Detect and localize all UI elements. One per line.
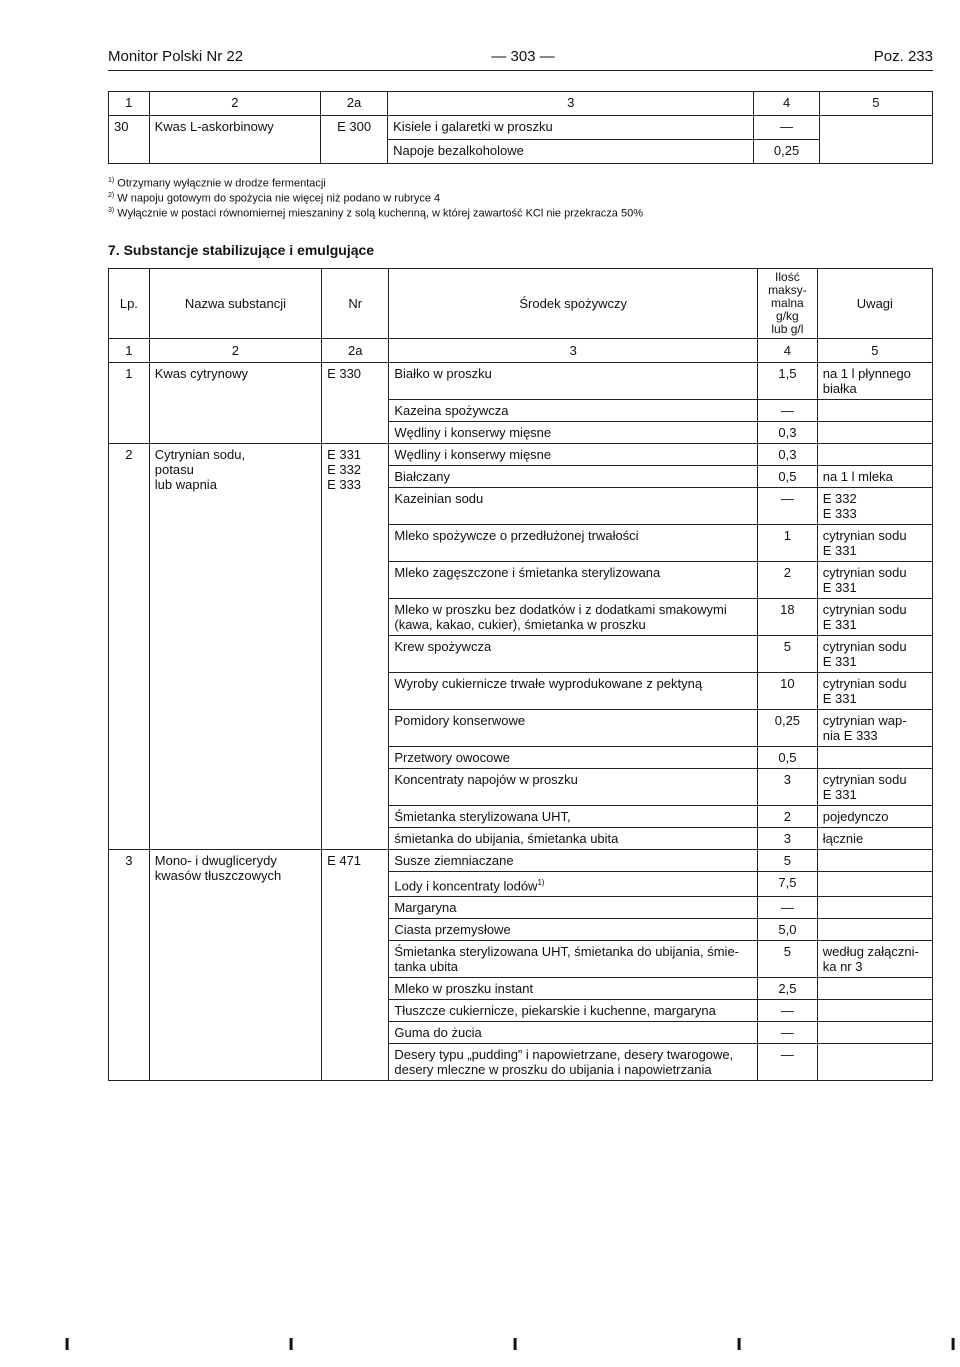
index-cell: 4 (758, 339, 818, 363)
food-cell: Przetwory owocowe (389, 747, 758, 769)
header-row (109, 269, 933, 339)
food-cell: Mleko w proszku bez dodatków i z dodatkami smakowymi (kawa, kakao, cukier), śmietanka w proszku (389, 599, 758, 636)
food-cell: Mleko w proszku instant (389, 978, 758, 1000)
note-cell (817, 1022, 932, 1044)
amount-cell: — (758, 1044, 818, 1081)
note-cell: cytrynian sodu E 331 (817, 562, 932, 599)
food-cell: Białko w proszku (389, 363, 758, 400)
index-cell: 5 (819, 92, 932, 116)
nr-cell: E 300 (321, 116, 388, 164)
food-cell: Kazeina spożywcza (389, 400, 758, 422)
note-cell: cytrynian sodu E 331 (817, 525, 932, 562)
note-cell: łącznie (817, 828, 932, 850)
header-note: Uwagi (817, 269, 932, 339)
note-cell (817, 422, 932, 444)
amount-cell: 0,25 (758, 710, 818, 747)
index-cell: 2 (149, 92, 321, 116)
header-name: Nazwa substancji (149, 269, 321, 339)
nr-cell: E 331 E 332 E 333 (322, 444, 389, 850)
food-cell: śmietanka do ubijania, śmietanka ubita (389, 828, 758, 850)
scan-mark: ı (288, 1330, 295, 1355)
substance-name-cell: Cytrynian sodu, potasu lub wapnia (149, 444, 321, 850)
amount-cell: 0,3 (758, 422, 818, 444)
note-cell (819, 116, 932, 164)
note-cell: cytrynian sodu E 331 (817, 636, 932, 673)
index-cell: 4 (754, 92, 819, 116)
note-cell: na 1 l płynnego białka (817, 363, 932, 400)
note-cell (817, 747, 932, 769)
section-title: 7. Substancje stabilizujące i emulgujące (108, 242, 375, 258)
amount-cell: 10 (758, 673, 818, 710)
note-cell (817, 919, 932, 941)
note-cell (817, 1000, 932, 1022)
food-cell: Mleko spożywcze o przedłużonej trwałości (389, 525, 758, 562)
amount-cell: 1 (758, 525, 818, 562)
note-cell: cytrynian sodu E 331 (817, 769, 932, 806)
index-cell: 1 (109, 339, 150, 363)
amount-cell: 3 (758, 769, 818, 806)
amount-cell: 7,5 (758, 872, 818, 897)
food-cell: Napoje bezalkoholowe (388, 140, 754, 164)
table-row (109, 850, 933, 872)
journal-title: Monitor Polski Nr 22 (108, 48, 244, 65)
amount-cell: — (754, 116, 819, 140)
food-cell: Desery typu „pudding” i napowietrzane, desery twarogowe, desery mleczne w proszku do ubijania i napowietrzania (389, 1044, 758, 1081)
amount-cell: 0,5 (758, 747, 818, 769)
footnotes (108, 175, 643, 220)
amount-cell: 3 (758, 828, 818, 850)
lp-cell: 2 (109, 444, 150, 850)
footnote: $^{2)}$ W napoju gotowym do spożycia nie więcej niż podano w rubryce 4 (108, 192, 441, 205)
amount-cell: 2,5 (758, 978, 818, 1000)
index-cell: 3 (388, 92, 754, 116)
food-cell: Mleko zagęszczone i śmietanka sterylizowana (389, 562, 758, 599)
header-food: Środek spożywczy (389, 269, 758, 339)
note-cell (817, 978, 932, 1000)
footnote: $^{3)}$ Wyłącznie w postaci równomiernej mieszaniny z solą kuchenną, w której zawartość KCl nie przekracza 50% (108, 207, 643, 220)
food-cell: Koncentraty napojów w proszku (389, 769, 758, 806)
food-cell: Pomidory konserwowe (389, 710, 758, 747)
note-cell: na 1 l mleka (817, 466, 932, 488)
page-header (108, 46, 933, 71)
scan-mark: ı (736, 1330, 743, 1355)
note-cell: cytrynian sodu E 331 (817, 673, 932, 710)
note-cell (817, 872, 932, 897)
lp-cell: 30 (109, 116, 150, 164)
table-row (109, 363, 933, 400)
index-row (109, 339, 933, 363)
amount-cell: 5 (758, 941, 818, 978)
note-cell (817, 850, 932, 872)
nr-cell: E 471 (322, 850, 389, 1081)
footnote: $^{1)}$ Otrzymany wyłącznie w drodze fermentacji (108, 177, 326, 190)
substance-name-cell: Kwas cytrynowy (149, 363, 321, 444)
food-cell: Ciasta przemysłowe (389, 919, 758, 941)
note-cell (817, 1044, 932, 1081)
substance-name-cell: Mono- i dwuglicerydy kwasów tłuszczowych (149, 850, 321, 1081)
page-number: — 303 — (491, 48, 555, 65)
note-cell: według załączni- ka nr 3 (817, 941, 932, 978)
amount-cell: — (758, 1022, 818, 1044)
name-cell: Kwas L-askorbinowy (149, 116, 321, 164)
amount-cell: — (758, 1000, 818, 1022)
amount-cell: 0,5 (758, 466, 818, 488)
food-cell: Śmietanka sterylizowana UHT, śmietanka do ubijania, śmie-tanka ubita (389, 941, 758, 978)
amount-cell: 5 (758, 850, 818, 872)
index-row (109, 92, 933, 116)
amount-cell: — (758, 400, 818, 422)
lp-cell: 1 (109, 363, 150, 444)
food-cell: Białczany (389, 466, 758, 488)
amount-cell: 2 (758, 806, 818, 828)
amount-cell: 0,25 (754, 140, 819, 164)
scan-mark: ı (950, 1330, 957, 1355)
food-cell: Śmietanka sterylizowana UHT, (389, 806, 758, 828)
scan-mark: ı (512, 1330, 519, 1355)
position-number: Poz. 233 (873, 48, 933, 65)
note-cell (817, 400, 932, 422)
food-cell: Kisiele i galaretki w proszku (388, 116, 754, 140)
index-cell: 3 (389, 339, 758, 363)
header-lp: Lp. (109, 269, 150, 339)
food-cell: Susze ziemniaczane (389, 850, 758, 872)
food-cell: Kazeinian sodu (389, 488, 758, 525)
note-cell (817, 444, 932, 466)
amount-cell: — (758, 897, 818, 919)
note-cell: pojedynczo (817, 806, 932, 828)
food-cell: Wędliny i konserwy mięsne (389, 422, 758, 444)
header-amount: Ilość maksy- malna g/kg lub g/l (758, 269, 818, 339)
amount-cell: 5,0 (758, 919, 818, 941)
stabilizers-table (108, 268, 933, 1081)
food-cell: Wędliny i konserwy mięsne (389, 444, 758, 466)
note-cell: E 332 E 333 (817, 488, 932, 525)
food-cell: Guma do żucia (389, 1022, 758, 1044)
index-cell: 5 (817, 339, 932, 363)
food-cell: Margaryna (389, 897, 758, 919)
index-cell: 1 (109, 92, 150, 116)
food-cell: Wyroby cukiernicze trwałe wyprodukowane z pektyną (389, 673, 758, 710)
index-cell: 2a (322, 339, 389, 363)
amount-cell: 5 (758, 636, 818, 673)
table-row (109, 444, 933, 466)
amount-cell: 2 (758, 562, 818, 599)
header-nr: Nr (322, 269, 389, 339)
index-cell: 2a (321, 92, 388, 116)
amount-cell: — (758, 488, 818, 525)
continuation-table (108, 91, 933, 164)
index-cell: 2 (149, 339, 321, 363)
note-cell: cytrynian wap- nia E 333 (817, 710, 932, 747)
food-cell: Lody i koncentraty lodów$^{1)}$ (389, 872, 758, 897)
amount-cell: 18 (758, 599, 818, 636)
food-cell: Tłuszcze cukiernicze, piekarskie i kuchenne, margaryna (389, 1000, 758, 1022)
nr-cell: E 330 (322, 363, 389, 444)
table-row (109, 116, 933, 140)
amount-cell: 0,3 (758, 444, 818, 466)
lp-cell: 3 (109, 850, 150, 1081)
food-cell: Krew spożywcza (389, 636, 758, 673)
note-cell: cytrynian sodu E 331 (817, 599, 932, 636)
amount-cell: 1,5 (758, 363, 818, 400)
scan-mark: ı (64, 1330, 71, 1355)
note-cell (817, 897, 932, 919)
